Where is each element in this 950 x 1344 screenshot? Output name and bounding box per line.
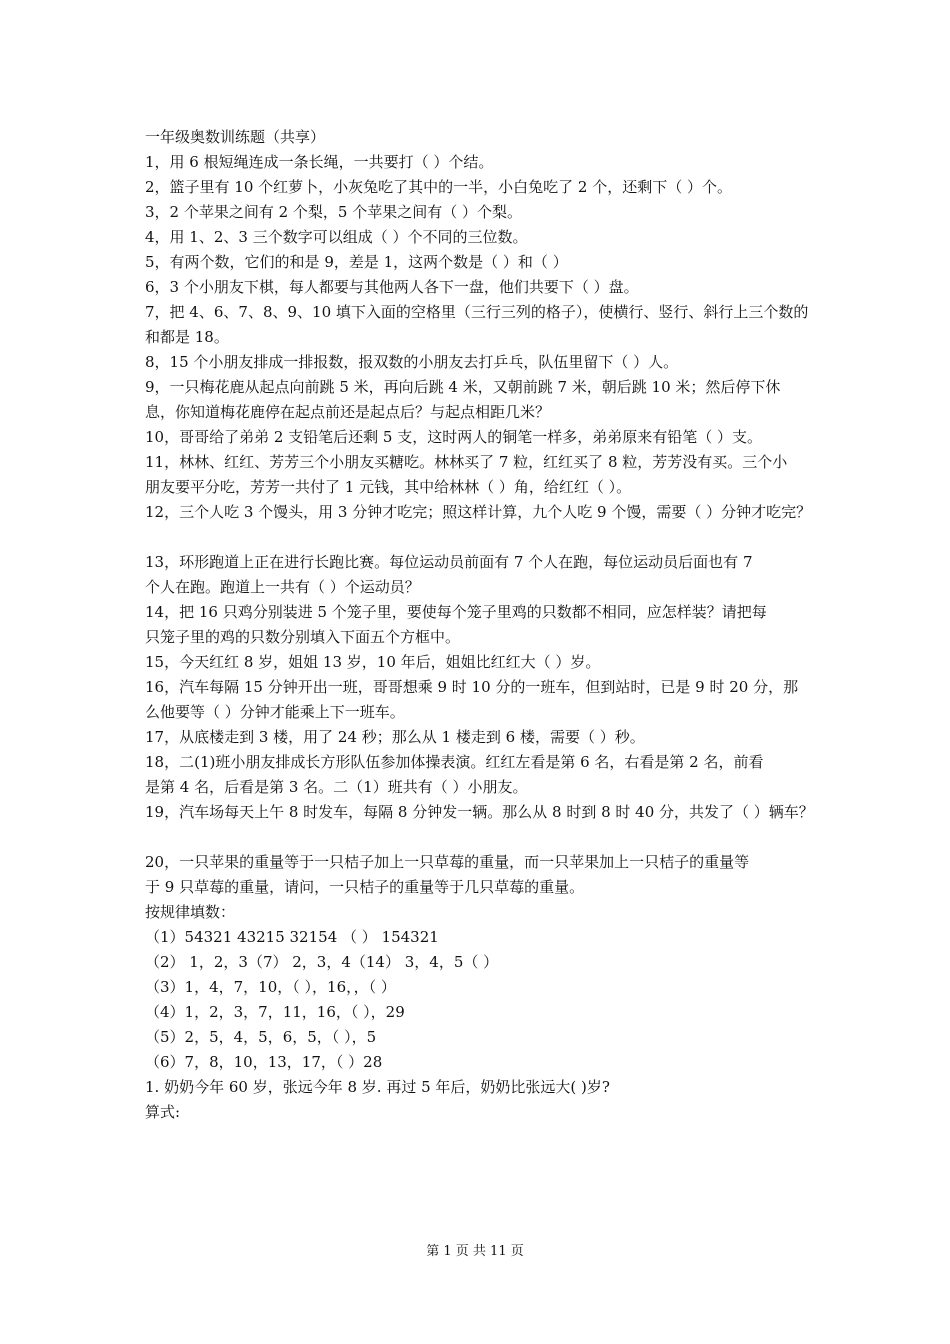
question-line: （3）1，4，7，10，（ ），16，，（ ） xyxy=(145,978,396,996)
question-line: （2） 1，2，3（7） 2，3，4（14） 3，4，5（ ） xyxy=(145,953,499,971)
question-line: 2，篮子里有 10 个红萝卜，小灰兔吃了其中的一半，小白兔吃了 2 个，还剩下（ ）个。 xyxy=(145,178,733,196)
question-line: 是第 4 名，后看是第 3 名。二（1）班共有（ ）小朋友。 xyxy=(145,778,528,796)
question-line: 20，一只苹果的重量等于一只桔子加上一只草莓的重量，而一只苹果加上一只桔子的重量等 xyxy=(145,853,750,871)
question-line: 么他要等（ ）分钟才能乘上下一班车。 xyxy=(145,703,405,721)
question-line: 16，汽车每隔 15 分钟开出一班，哥哥想乘 9 时 10 分的一班车，但到站时，已是 9 时 20 分，那 xyxy=(145,678,799,696)
question-line: 1，用 6 根短绳连成一条长绳，一共要打（ ）个结。 xyxy=(145,153,494,171)
question-line: 3，2 个苹果之间有 2 个梨，5 个苹果之间有（ ）个梨。 xyxy=(145,203,523,221)
document-body xyxy=(145,125,817,1125)
question-line: （6）7，8，10，13，17，（ ）28 xyxy=(145,1053,383,1071)
question-line: 5，有两个数，它们的和是 9，差是 1，这两个数是（ ）和（ ） xyxy=(145,253,568,271)
question-line: （4）1，2，3，7，11，16，（ ），29 xyxy=(145,1003,405,1021)
question-line: 个人在跑。跑道上一共有（ ）个运动员？ xyxy=(145,578,420,596)
question-line: 17，从底楼走到 3 楼，用了 24 秒；那么从 1 楼走到 6 楼，需要（ ）秒。 xyxy=(145,728,645,746)
question-line: 14，把 16 只鸡分别装进 5 个笼子里，要使每个笼子里鸡的只数都不相同，应怎样装？请把每 xyxy=(145,603,767,621)
question-line: 算式: xyxy=(145,1103,181,1121)
question-line: 息，你知道梅花鹿停在起点前还是起点后？与起点相距几米？ xyxy=(145,403,551,421)
question-line: 只笼子里的鸡的只数分别填入下面五个方框中。 xyxy=(145,628,461,646)
question-line: 4，用 1、2、3 三个数字可以组成（ ）个不同的三位数。 xyxy=(145,228,528,246)
blank-line xyxy=(145,825,817,850)
question-line: （5）2，5，4，5，6，5，（ ），5 xyxy=(145,1028,377,1046)
question-line: 11，林林、红红、芳芳三个小朋友买糖吃。林林买了 7 粒，红红买了 8 粒，芳芳没有买。三个小 xyxy=(145,453,788,471)
question-line: 于 9 只草莓的重量，请问，一只桔子的重量等于几只草莓的重量。 xyxy=(145,878,585,896)
question-line: 1. 奶奶今年 60 岁，张远今年 8 岁. 再过 5 年后，奶奶比张远大( )岁? xyxy=(145,1078,610,1096)
document-title: 一年级奥数训练题（共享） xyxy=(145,128,326,146)
question-line: 13，环形跑道上正在进行长跑比赛。每位运动员前面有 7 个人在跑，每位运动员后面也有 7 xyxy=(145,553,753,571)
question-line: 15，今天红红 8 岁，姐姐 13 岁，10 年后，姐姐比红红大（ ）岁。 xyxy=(145,653,601,671)
question-line: 10，哥哥给了弟弟 2 支铅笔后还剩 5 支，这时两人的铜笔一样多，弟弟原来有铅笔（ ）支。 xyxy=(145,428,763,446)
question-list xyxy=(145,150,817,1125)
question-line: 和都是 18。 xyxy=(145,328,229,346)
question-line: 12，三个人吃 3 个馒头，用 3 分钟才吃完；照这样计算，九个人吃 9 个馒，需要（ ）分钟才吃完？ xyxy=(145,503,812,521)
question-line: 6，3 个小朋友下棋，每人都要与其他两人各下一盘，他们共要下（ ）盘。 xyxy=(145,278,639,296)
question-line: 按规律填数： xyxy=(145,903,236,921)
question-line: 19，汽车场每天上午 8 时发车，每隔 8 分钟发一辆。那么从 8 时到 8 时 40 分，共发了（ ）辆车？ xyxy=(145,803,814,821)
page-footer: 第 1 页 共 11 页 xyxy=(426,1244,524,1259)
question-line: 18，二(1)班小朋友排成长方形队伍参加体操表演。红红左看是第 6 名，右看是第 2 名，前看 xyxy=(145,753,764,771)
question-line: 7，把 4、6、7、8、9、10 填下入面的空格里（三行三列的格子），使横行、竖行、斜行上三个数的 xyxy=(145,303,809,321)
question-line: 9，一只梅花鹿从起点向前跳 5 米，再向后跳 4 米，又朝前跳 7 米，朝后跳 10 米；然后停下休 xyxy=(145,378,781,396)
question-line: 朋友要平分吃，芳芳一共付了 1 元钱，其中给林林（ ）角，给红红（ ）。 xyxy=(145,478,632,496)
question-line: （1）54321 43215 32154 （ ） 154321 xyxy=(145,928,439,946)
blank-line xyxy=(145,525,817,550)
question-line: 8，15 个小朋友排成一排报数，报双数的小朋友去打乒乓，队伍里留下（ ）人。 xyxy=(145,353,679,371)
